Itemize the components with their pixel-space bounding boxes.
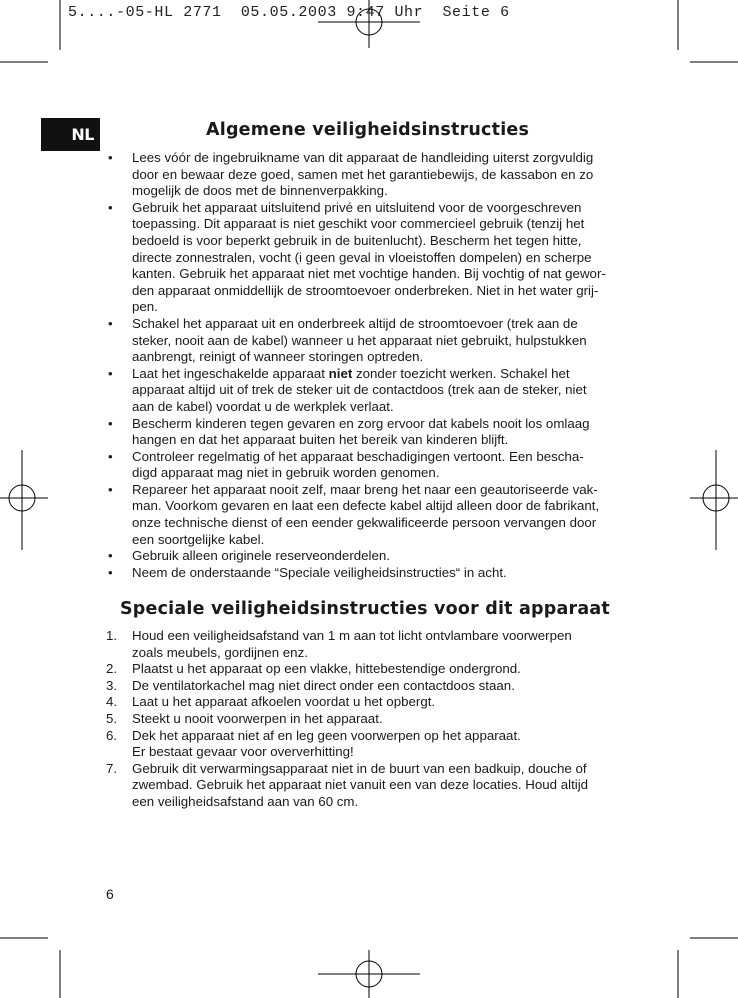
print-slug: 5....-05-HL 2771 05.05.2003 9:47 Uhr Seite 6 — [68, 4, 510, 21]
special-safety-list — [106, 628, 646, 811]
registration-mark-top — [318, 0, 420, 48]
section-title-special: Speciale veiligheidsinstructies voor dit apparaat — [120, 599, 610, 619]
registration-mark-right — [690, 450, 738, 550]
list-item: 2. Plaatst u het apparaat op een vlakke, hittebestendige ondergrond. — [106, 661, 521, 677]
general-safety-list — [106, 150, 646, 581]
list-item: 1. Houd een veiligheidsafstand van 1 m aan tot licht ontvlambare voorwerpen zoals meubels, gordijnen enz. — [106, 628, 572, 660]
list-item: • Laat het ingeschakelde apparaat niet zonder toezicht werken. Schakel het apparaat altijd uit of trek de steker uit de contactdoos (trek aan de steker, niet aan de kabel) voordat u de werkplek verlaat. — [108, 365, 587, 414]
section-title-general: Algemene veiligheidsinstructies — [206, 120, 530, 140]
page-number: 6 — [106, 886, 114, 902]
list-item: • Controleer regelmatig of het apparaat beschadigingen vertoont. Een bescha- digd apparaat mag niet in gebruik worden genomen. — [108, 448, 584, 481]
list-item: • Lees vóór de ingebruikname van dit apparaat de handleiding uiterst zorgvuldig door en bewaar deze goed, samen met het garantiebewijs, de kassabon en zo mogelijk de doos met de binnenverpakking. — [108, 150, 594, 199]
list-item: • Neem de onderstaande “Speciale veiligheidsinstructies“ in acht. — [108, 564, 507, 580]
list-item: • Gebruik het apparaat uitsluitend privé en uitsluitend voor de voorgeschreven toepassing. Dit apparaat is niet geschikt voor commercieel gebruik (tenzij het bedoeld is voor beperkt gebruik in de buitenlucht). Bescherm het tegen hitte, directe zonnestralen, vocht (i geen geval in vloeistoffen dompelen) en scherpe kanten. Gebruik het apparaat niet met vochtige handen. Bij vochtig of nat gewor- den apparaat onmiddellijk de stroomtoevoer onderbreken. Niet in het water grij- pen. — [108, 199, 606, 315]
list-item: • Repareer het apparaat nooit zelf, maar breng het naar een geautoriseerde vak- man. Voorkom gevaren en laat een defecte kabel altijd alleen door de fabrikant, onze technische dienst of een eender gekwalificeerde persoon vervangen door een soortgelijke kabel. — [108, 481, 600, 547]
registration-mark-left — [0, 450, 48, 550]
language-tab: NL — [41, 118, 100, 151]
list-item: • Gebruik alleen originele reserveonderdelen. — [108, 548, 390, 564]
list-item: 5. Steekt u nooit voorwerpen in het apparaat. — [106, 710, 383, 726]
list-item: 6. Dek het apparaat niet af en leg geen voorwerpen op het apparaat. Er bestaat gevaar voor oververhitting! — [106, 727, 521, 760]
list-item: 4. Laat u het apparaat afkoelen voordat u het opbergt. — [106, 694, 436, 710]
list-item: • Schakel het apparaat uit en onderbreek altijd de stroomtoevoer (trek aan de steker, nooit aan de kabel) wanneer u het apparaat niet gebruikt, hulpstukken aanbrengt, reinigt of wanneer storingen optreden. — [108, 315, 587, 365]
list-item: • Bescherm kinderen tegen gevaren en zorg ervoor dat kabels nooit los omlaag hangen en dat het apparaat buiten het bereik van kinderen blijft. — [108, 415, 590, 448]
list-item: 3. De ventilatorkachel mag niet direct onder een contactdoos staan. — [106, 677, 515, 693]
list-item: 7. Gebruik dit verwarmingsapparaat niet in de buurt van een badkuip, douche of zwembad. Gebruik het apparaat niet vanuit een van deze locaties. Houd altijd een veiligheidsafstand aan van 60 cm. — [106, 760, 589, 809]
registration-mark-bottom — [318, 950, 420, 998]
emphasis-niet: niet — [328, 365, 353, 381]
